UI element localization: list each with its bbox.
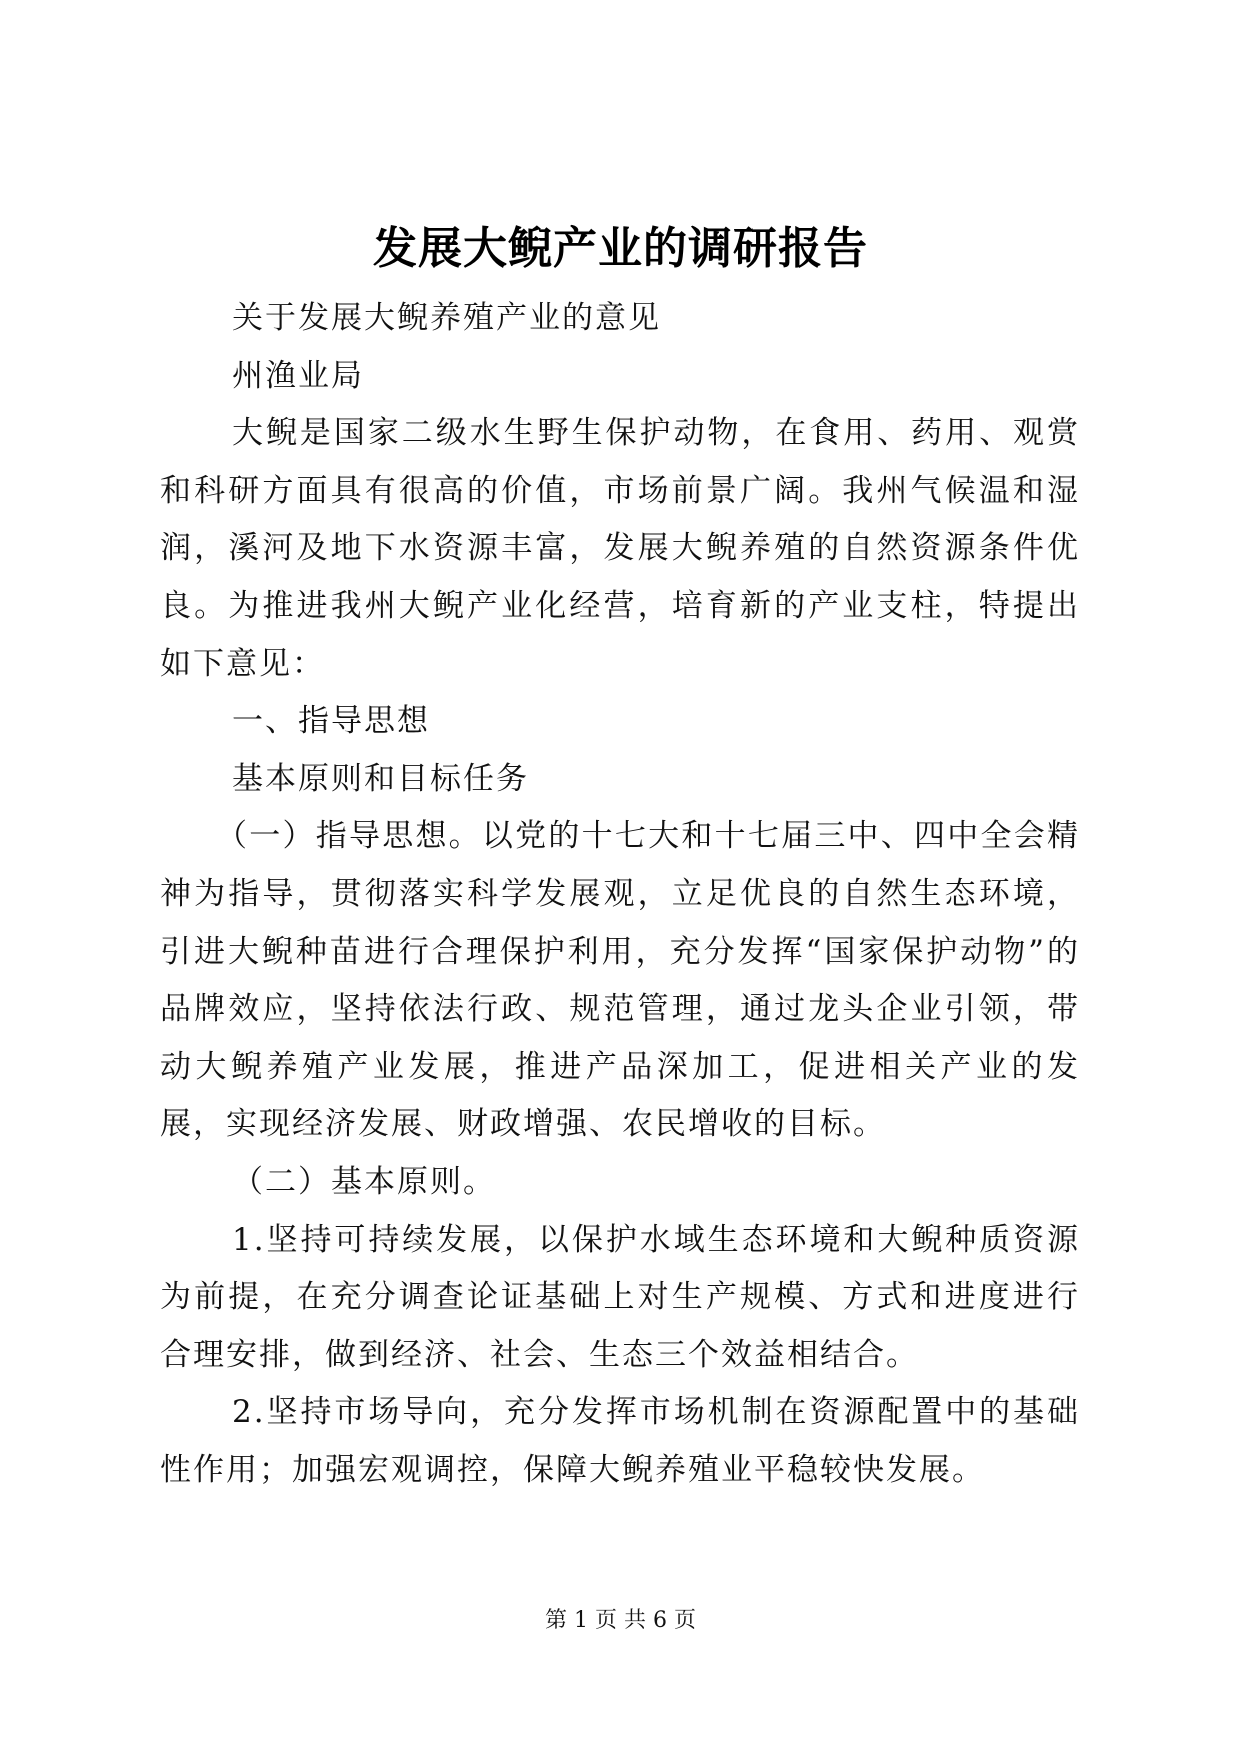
paragraph-section-subheading: 基本原则和目标任务 [232, 760, 529, 797]
paragraph-issuer: 州渔业局 [232, 357, 364, 394]
paragraph-principle-1: 1.坚持可持续发展，以保护水域生态环境和大鲵种质资源为前提，在充分调查论证基础上对生产规模、方式和进度进行合理安排，做到经济、社会、生态三个效益相结合。 [160, 1221, 1080, 1373]
paragraph-principles-heading: （二）基本原则。 [232, 1163, 496, 1200]
document-body [160, 290, 1080, 1499]
paragraph-principle-2: 2.坚持市场导向，充分发挥市场机制在资源配置中的基础性作用；加强宏观调控，保障大鲵养殖业平稳较快发展。 [160, 1394, 1080, 1488]
document-title: 发展大鲵产业的调研报告 [373, 223, 868, 274]
paragraph-intro: 大鲵是国家二级水生野生保护动物，在食用、药用、观赏和科研方面具有很高的价值，市场前景广阔。我州气候温和湿润，溪河及地下水资源丰富，发展大鲵养殖的自然资源条件优良。为推进我州大鲵产业化经营，培育新的产业支柱，特提出如下意见： [160, 415, 1080, 682]
paragraph-guiding-ideology: （一）指导思想。以党的十七大和十七届三中、四中全会精神为指导，贯彻落实科学发展观，立足优良的自然生态环境，引进大鲵种苗进行合理保护利用，充分发挥“国家保护动物”的品牌效应，坚持依法行政、规范管理，通过龙头企业引领，带动大鲵养殖产业发展，推进产品深加工，促进相关产业的发展，实现经济发展、财政增强、农民增收的目标。 [160, 818, 1080, 1143]
page-footer: 第 1 页 共 6 页 [545, 1608, 696, 1633]
paragraph-subtitle: 关于发展大鲵养殖产业的意见 [232, 300, 661, 336]
paragraph-section-heading: 一、指导思想 [232, 703, 430, 740]
